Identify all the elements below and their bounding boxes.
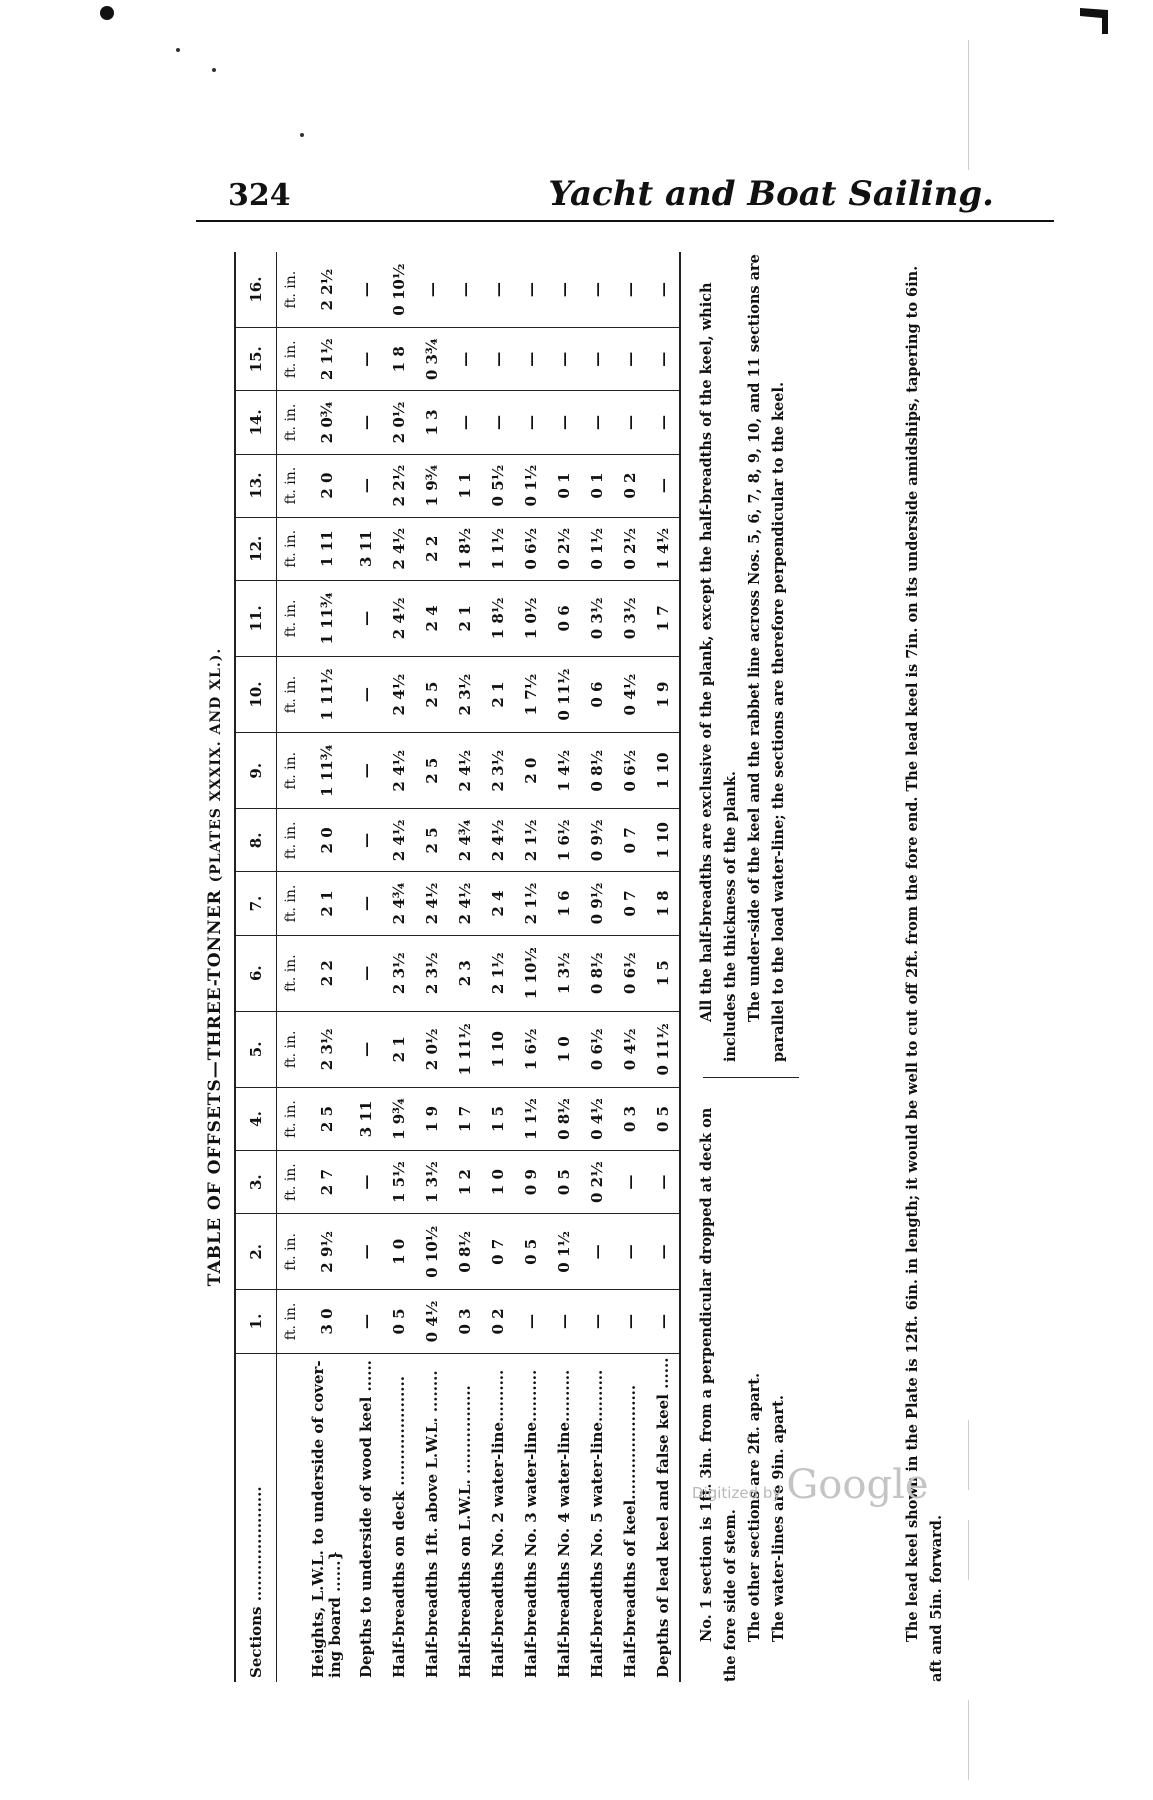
table-cell: 2 4½: [382, 517, 415, 580]
row-label: Depths of lead keel and false keel ......: [646, 1353, 680, 1682]
table-cell: 1 5½: [382, 1151, 415, 1214]
table-cell: 1 9: [646, 656, 680, 732]
table-cell: 0 6: [580, 656, 613, 732]
table-cell: —: [613, 252, 646, 328]
note-section-spacing: The other sections are 2ft. apart.: [746, 1372, 763, 1642]
table-cell: 2 5: [415, 733, 448, 809]
table-cell: 2 1½: [514, 872, 547, 935]
table-cell: 0 4½: [613, 1011, 646, 1087]
unit-header: ft. in.: [277, 252, 306, 328]
table-cell: 2 4: [415, 580, 448, 656]
table-row: [613, 252, 646, 1682]
offsets-table: [234, 252, 681, 1682]
running-title: Yacht and Boat Sailing.: [548, 174, 994, 214]
table-cell: 0 1: [547, 454, 580, 517]
table-cell: 0 2½: [580, 1151, 613, 1214]
table-cell: 0 9½: [580, 872, 613, 935]
row-label: Half-breadths No. 5 water-line..........: [587, 1369, 606, 1678]
table-cell: —: [349, 1290, 382, 1353]
table-cell: 0 6½: [514, 517, 547, 580]
table-cell: 0 7: [613, 872, 646, 935]
unit-header: ft. in.: [277, 391, 306, 454]
column-header: 8.: [235, 809, 277, 872]
unit-header: ft. in.: [277, 517, 306, 580]
table-cell: 0 1: [580, 454, 613, 517]
unit-header: ft. in.: [277, 580, 306, 656]
table-cell: 3 11: [349, 517, 382, 580]
table-cell: 0 6½: [580, 1011, 613, 1087]
table-cell: —: [448, 252, 481, 328]
table-row: [349, 252, 382, 1682]
row-label: Half-breadths 1ft. above L.W.L. ........: [422, 1370, 441, 1678]
corner-ink-mark: [1078, 4, 1118, 36]
table-cell: 1 11: [305, 517, 349, 580]
note-keel-parallel: The under-side of the keel and the rabbet line across Nos. 5, 6, 7, 8, 9, 10, and 11 sections are parallel to the load water-line; the sections are therefore perpendicular to the keel.: [746, 254, 787, 1062]
table-cell: 0 6½: [613, 935, 646, 1011]
table-cell: 1 6½: [547, 809, 580, 872]
table-cell: 0 10½: [415, 1214, 448, 1290]
table-cell: 0 2½: [613, 517, 646, 580]
table-cell: —: [646, 252, 680, 328]
table-cell: 2 3½: [415, 935, 448, 1011]
edge-line: [968, 1700, 969, 1780]
table-cell: —: [481, 391, 514, 454]
table-row: [514, 252, 547, 1682]
table-cell: —: [514, 1290, 547, 1353]
table-cell: 0 3: [613, 1087, 646, 1150]
table-cell: 0 11½: [646, 1011, 680, 1087]
table-cell: 1 1: [448, 454, 481, 517]
table-cell: 1 8: [382, 328, 415, 391]
table-cell: —: [349, 454, 382, 517]
table-cell: —: [349, 656, 382, 732]
table-cell: 1 10: [646, 809, 680, 872]
table-cell: 3 11: [349, 1087, 382, 1150]
table-cell: 0 5: [547, 1151, 580, 1214]
table-cell: —: [646, 454, 680, 517]
table-cell: 0 2½: [547, 517, 580, 580]
column-header: 15.: [235, 328, 277, 391]
column-header: 2.: [235, 1214, 277, 1290]
table-cell: 1 5: [481, 1087, 514, 1150]
table-cell: 2 4½: [382, 656, 415, 732]
unit-header: ft. in.: [277, 1011, 306, 1087]
column-header: 5.: [235, 1011, 277, 1087]
running-head: [196, 168, 1054, 218]
table-cell: 0 2: [481, 1290, 514, 1353]
table-cell: —: [349, 1151, 382, 1214]
table-cell: 1 6: [547, 872, 580, 935]
unit-header: ft. in.: [277, 809, 306, 872]
unit-header: ft. in.: [277, 1290, 306, 1353]
table-cell: 1 9: [415, 1087, 448, 1150]
notes-right: [695, 252, 791, 1062]
column-header: 6.: [235, 935, 277, 1011]
table-cell: —: [349, 391, 382, 454]
table-cell: 2 4½: [481, 809, 514, 872]
table-cell: 1 1½: [514, 1087, 547, 1150]
table-cell: —: [349, 1214, 382, 1290]
table-cell: 1 9¾: [415, 454, 448, 517]
table-cell: 0 8½: [448, 1214, 481, 1290]
table-cell: 1 6½: [514, 1011, 547, 1087]
table-cell: —: [646, 328, 680, 391]
table-cell: 2 3½: [382, 935, 415, 1011]
table-cell: 1 10½: [514, 935, 547, 1011]
notes-left: [695, 1092, 791, 1682]
table-cell: —: [481, 328, 514, 391]
row-label: Half-breadths No. 4 water-line..........: [554, 1369, 573, 1678]
table-cell: 0 2: [613, 454, 646, 517]
table-cell: 1 0: [481, 1151, 514, 1214]
table-cell: —: [514, 252, 547, 328]
watermark-prefix: Digitized by: [692, 1484, 782, 1502]
column-header: 16.: [235, 252, 277, 328]
column-header: 3.: [235, 1151, 277, 1214]
table-cell: 1 0½: [514, 580, 547, 656]
table-cell: —: [415, 252, 448, 328]
table-cell: 2 5: [305, 1087, 349, 1150]
table-cell: 2 4¾: [382, 872, 415, 935]
row-label: Half-breadths of keel......................: [620, 1384, 639, 1678]
table-cell: 2 3: [448, 935, 481, 1011]
page-number: 324: [228, 178, 291, 213]
table-cell: —: [514, 328, 547, 391]
table-cell: —: [547, 391, 580, 454]
table-row: [580, 252, 613, 1682]
column-number-row: [235, 252, 277, 1682]
table-cell: 0 1½: [514, 454, 547, 517]
table-cell: —: [349, 809, 382, 872]
table-cell: 2 4½: [382, 580, 415, 656]
table-cell: 1 8½: [481, 580, 514, 656]
table-cell: —: [349, 328, 382, 391]
table-cell: —: [514, 391, 547, 454]
table-cell: 1 4½: [646, 517, 680, 580]
table-cell: 2 4¾: [448, 809, 481, 872]
row-label: Half-breadths No. 2 water-line..........: [488, 1369, 507, 1678]
table-cell: —: [613, 1151, 646, 1214]
table-cell: —: [580, 1214, 613, 1290]
table-cell: 0 5: [514, 1214, 547, 1290]
google-watermark: [692, 1462, 929, 1508]
column-header: 9.: [235, 733, 277, 809]
table-row: [646, 252, 680, 1682]
header-rule: [196, 220, 1054, 222]
unit-header: ft. in.: [277, 1214, 306, 1290]
table-cell: 1 9¾: [382, 1087, 415, 1150]
table-cell: 0 3½: [580, 580, 613, 656]
table-cell: —: [646, 391, 680, 454]
table-cell: 0 4½: [613, 656, 646, 732]
table-cell: 2 3½: [448, 656, 481, 732]
table-cell: 2 4½: [448, 872, 481, 935]
table-cell: 1 3½: [415, 1151, 448, 1214]
column-header: 10.: [235, 656, 277, 732]
table-cell: 1 0: [382, 1214, 415, 1290]
edge-line: [968, 40, 969, 170]
unit-header: ft. in.: [277, 935, 306, 1011]
watermark-brand: Google: [786, 1462, 929, 1508]
table-cell: 2 0½: [382, 391, 415, 454]
table-cell: 0 10½: [382, 252, 415, 328]
table-cell: —: [646, 1290, 680, 1353]
table-cell: —: [580, 391, 613, 454]
table-cell: 0 9: [514, 1151, 547, 1214]
table-cell: 2 2: [305, 935, 349, 1011]
table-cell: 2 1: [382, 1011, 415, 1087]
table-cell: 0 8½: [580, 733, 613, 809]
table-cell: —: [580, 328, 613, 391]
table-cell: 3 0: [305, 1290, 349, 1353]
unit-spacer: [277, 1353, 306, 1682]
table-cell: 0 5: [646, 1087, 680, 1150]
table-cell: —: [613, 1214, 646, 1290]
table-cell: 2 0: [305, 809, 349, 872]
table-cell: 0 5½: [481, 454, 514, 517]
table-row: [305, 252, 349, 1682]
unit-header: ft. in.: [277, 872, 306, 935]
row-label: Half-breadths No. 3 water-line..........: [521, 1369, 540, 1678]
table-cell: 0 3¾: [415, 328, 448, 391]
table-cell: —: [547, 328, 580, 391]
table-cell: —: [646, 1151, 680, 1214]
table-cell: —: [448, 391, 481, 454]
note-lead-keel: The lead keel shown in the Plate is 12ft. 6in. in length; it would be well to cut off 2ft. from the fore end. The lead keel is 7in. on its underside amidships, tapering to 6in. aft and 5in. forward.: [904, 265, 945, 1682]
table-cell: 1 2: [448, 1151, 481, 1214]
table-cell: 1 8: [646, 872, 680, 935]
table-title-main: TABLE OF OFFSETS—THREE-TONNER: [205, 889, 225, 1287]
table-cell: —: [349, 580, 382, 656]
table-row: [448, 252, 481, 1682]
table-cell: 2 4½: [382, 809, 415, 872]
table-body: [305, 252, 680, 1682]
notes-divider: [703, 1077, 799, 1078]
ink-speck: [212, 68, 216, 72]
row-label: Depths to underside of wood keel ......: [356, 1360, 375, 1678]
column-header: 1.: [235, 1290, 277, 1353]
table-cell: 2 0: [514, 733, 547, 809]
table-cell: —: [613, 1290, 646, 1353]
table-cell: 0 1½: [547, 1214, 580, 1290]
table-cell: 2 2: [415, 517, 448, 580]
table-cell: 2 2½: [305, 252, 349, 328]
table-cell: 0 11½: [547, 656, 580, 732]
ink-speck: [300, 133, 304, 137]
table-cell: —: [349, 252, 382, 328]
table-row: [415, 252, 448, 1682]
column-header: 7.: [235, 872, 277, 935]
note-section-one: No. 1 section is 1ft. 3in. from a perpendicular dropped at deck on the fore side of stem.: [698, 1107, 739, 1682]
table-cell: —: [481, 252, 514, 328]
table-cell: 1 1½: [481, 517, 514, 580]
table-cell: —: [349, 733, 382, 809]
table-cell: 0 4½: [580, 1087, 613, 1150]
table-cell: 2 5: [415, 656, 448, 732]
table-cell: 0 6½: [613, 733, 646, 809]
table-cell: —: [547, 1290, 580, 1353]
table-cell: 2 1: [481, 656, 514, 732]
table-cell: 2 7: [305, 1151, 349, 1214]
table-cell: 1 4½: [547, 733, 580, 809]
table-cell: 0 3: [448, 1290, 481, 1353]
table-row: [481, 252, 514, 1682]
table-cell: 2 0¾: [305, 391, 349, 454]
table-row: [382, 252, 415, 1682]
table-cell: 2 5: [415, 809, 448, 872]
table-cell: 2 4½: [415, 872, 448, 935]
table-cell: 2 2½: [382, 454, 415, 517]
column-header: 11.: [235, 580, 277, 656]
table-cell: 2 1: [305, 872, 349, 935]
row-label: Half-breadths on deck .....................: [389, 1376, 408, 1678]
table-cell: 2 1½: [481, 935, 514, 1011]
table-title: [196, 252, 234, 1682]
table-cell: 0 8½: [547, 1087, 580, 1150]
ink-dot: [100, 6, 114, 20]
note-half-breadths: All the half-breadths are exclusive of the plank, except the half-breadths of the keel, which includes the thickness of the plank.: [698, 282, 739, 1062]
unit-header: ft. in.: [277, 1151, 306, 1214]
unit-header: ft. in.: [277, 454, 306, 517]
table-cell: —: [349, 935, 382, 1011]
table-cell: 1 11½: [448, 1011, 481, 1087]
unit-header: ft. in.: [277, 1087, 306, 1150]
table-cell: 1 11½: [305, 656, 349, 732]
column-header: 12.: [235, 517, 277, 580]
table-cell: 0 3½: [613, 580, 646, 656]
table-cell: 1 10: [481, 1011, 514, 1087]
table-cell: 1 11¾: [305, 733, 349, 809]
table-row: [547, 252, 580, 1682]
table-cell: —: [349, 872, 382, 935]
table-cell: 1 0: [547, 1011, 580, 1087]
table-cell: —: [580, 1290, 613, 1353]
row-label: Half-breadths on L.W.L. .................: [455, 1385, 474, 1678]
table-cell: 2 0: [305, 454, 349, 517]
unit-row: [277, 252, 306, 1682]
table-cell: 1 11¾: [305, 580, 349, 656]
table-cell: 1 8½: [448, 517, 481, 580]
unit-header: ft. in.: [277, 733, 306, 809]
column-header: 13.: [235, 454, 277, 517]
table-title-plates: (PLATES XXXIX. AND XL.).: [208, 647, 224, 883]
table-cell: 2 3½: [481, 733, 514, 809]
column-header: 14.: [235, 391, 277, 454]
table-cell: 2 0½: [415, 1011, 448, 1087]
unit-header: ft. in.: [277, 328, 306, 391]
table-cell: —: [580, 252, 613, 328]
table-cell: —: [349, 1011, 382, 1087]
sections-header: Sections ......................: [235, 1353, 277, 1682]
table-cell: 0 1½: [580, 517, 613, 580]
table-cell: —: [547, 252, 580, 328]
table-cell: —: [613, 328, 646, 391]
table-cell: 2 4½: [382, 733, 415, 809]
note-waterline-spacing: The water-lines are 9in. apart.: [770, 1395, 787, 1642]
table-cell: 0 7: [613, 809, 646, 872]
table-cell: 0 9½: [580, 809, 613, 872]
table-cell: 2 1½: [305, 328, 349, 391]
table-cell: 1 7: [448, 1087, 481, 1150]
table-cell: 1 7: [646, 580, 680, 656]
table-cell: 0 8½: [580, 935, 613, 1011]
table-cell: 1 3: [415, 391, 448, 454]
table-cell: 0 7: [481, 1214, 514, 1290]
table-cell: —: [613, 391, 646, 454]
unit-header: ft. in.: [277, 656, 306, 732]
table-cell: 2 1½: [514, 809, 547, 872]
table-cell: 2 9½: [305, 1214, 349, 1290]
table-cell: 0 6: [547, 580, 580, 656]
column-header: 4.: [235, 1087, 277, 1150]
table-cell: 2 4½: [448, 733, 481, 809]
table-cell: 1 5: [646, 935, 680, 1011]
table-cell: 1 3½: [547, 935, 580, 1011]
table-cell: —: [646, 1214, 680, 1290]
table-cell: 2 4: [481, 872, 514, 935]
table-cell: 0 4½: [415, 1290, 448, 1353]
row-label: Heights, L.W.L. to underside of cover-ing board ......}: [309, 1360, 344, 1678]
table-cell: 1 7½: [514, 656, 547, 732]
ink-speck: [176, 48, 180, 52]
table-cell: 1 10: [646, 733, 680, 809]
table-cell: 2 3½: [305, 1011, 349, 1087]
table-cell: 2 1: [448, 580, 481, 656]
table-cell: 0 5: [382, 1290, 415, 1353]
table-cell: —: [448, 328, 481, 391]
